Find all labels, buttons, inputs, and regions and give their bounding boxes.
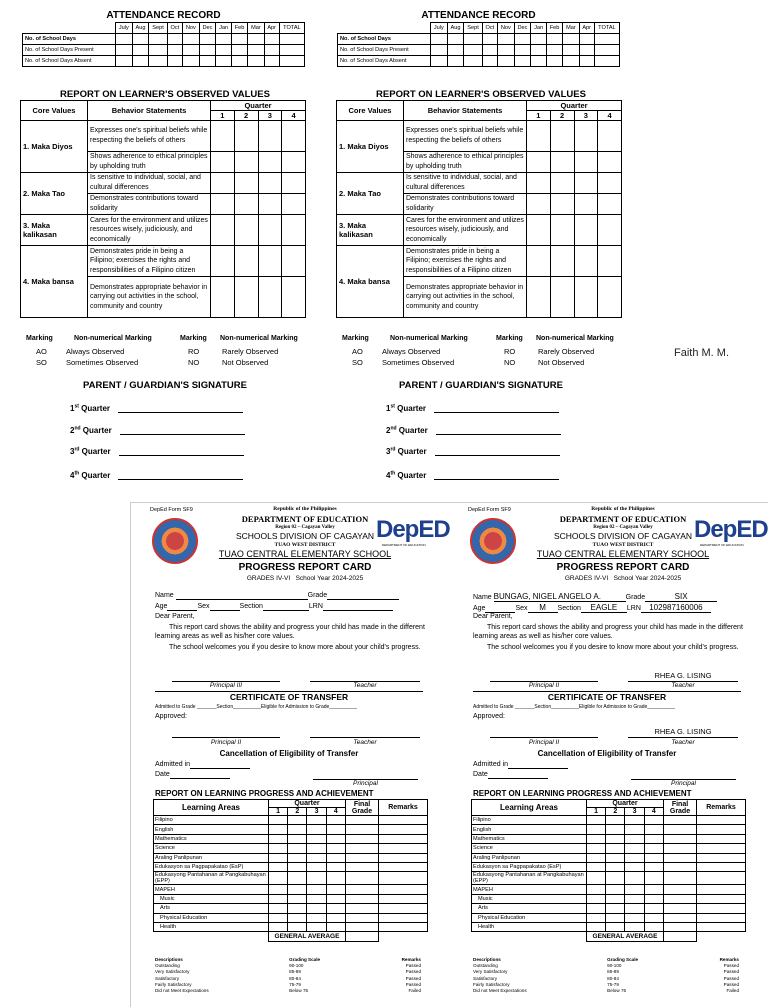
signature-q4-left: 4th Quarter (70, 470, 243, 480)
deped-logo: DepED (694, 516, 768, 543)
values-title-left: REPORT ON LEARNER'S OBSERVED VALUES (60, 89, 270, 100)
report-card-left: DepEd Form SF9 Republic of the Philippines DEPARTMENT OF EDUCATION Region 02 – Cagayan Valley SCHOOLS DIVISION OF CAGAYAN TUAO WEST DISTRICT TUAO CENTRAL ELEMENTARY SCHOOL PROGRESS REPORT CARD GRADES IV-VI School Year 2024-2025 DepED DEPARTMENT OF EDUCATION Name Grade Age Sex Section LRN Dear Parent, This report card shows the ability and progress your child has made in the different learning areas as well as his/her core values. The school welcomes you if you desire to know more about your child's progress. Principal III Teacher CERTIFICATE OF TRANSFER Admitted to Grade _______Section__________Eligible for Admission to Grade__________ Approved: Principal II Teacher Cancellation of Eligibility of Transfer Admitted in Date Principal REPORT ON LEARNING PROGRESS AND ACHIEVEMENT Learning Areas Quarter Final Grade Remarks 1 2 3 4 Filipino English Mathematics Science Araling Panlipunan Edukasyon sa Pagpapakatao (EsP) Edukasyong Pantahanan at Pangkabuhayan (EPP) MAPEH Music Arts Physical Education Health GENERAL AVERAGE Descriptions Grading Scale Remarks Outstanding 90-100 Passed Very Satisfactory 85-89 Passed Satisfactory 80-84 Passed Fairly Satisfactory 75-79 Passed Did not Meet Expectations Below 75 Failed (150, 506, 450, 994)
values-table-left: Core Values Behavior Statements Quarter 1 2 3 4 1. Maka Diyos Expresses one's spiritual beliefs while respecting the beliefs of others Shows adherence to ethical principles by upholding truth 2. Maka Tao Is sensitive to individual, social, and cultural differences Demonstrates contributions toward solidarity 3. Maka kalikasan Cares for the environment and utilizes resources wisely, judiciously, and economically 4. Maka bansa Demonstrates pride in being a Filipino; exercises the rights and responsibilities of a Filipino citizen Demonstrates appropriate behavior in carrying out activities in the school, community and country (20, 100, 306, 318)
school-seal-icon (470, 518, 516, 564)
signature-q3-right: 3rd Quarter (386, 446, 560, 456)
learning-progress-table-left: Learning Areas Quarter Final Grade Remarks 1 2 3 4 Filipino English Mathematics Science Araling Panlipunan Edukasyon sa Pagpapakatao (EsP) Edukasyong Pantahanan at Pangkabuhayan (EPP) MAPEH Music Arts Physical Education Health GENERAL AVERAGE (153, 799, 428, 942)
deped-logo: DepED (376, 516, 450, 543)
attendance-table-right: July Aug Sept Oct Nov Dec Jan Feb Mar Apr TOTAL No. of School Days No. of School Days Present No. of School Days Absent (337, 22, 620, 67)
signature-q1-left: 1st Quarter (70, 403, 243, 413)
grading-scale-left: Descriptions Grading Scale Remarks Outstanding 90-100 Passed Very Satisfactory 85-89 Passed Satisfactory 80-84 Passed Fairly Satisfactory 75-79 Passed Did not Meet Expectations Below 75 Failed (155, 957, 421, 994)
signature-title-left: PARENT / GUARDIAN'S SIGNATURE (83, 380, 247, 391)
attendance-table-left: July Aug Sept Oct Nov Dec Jan Feb Mar Apr TOTAL No. of School Days No. of School Days Present No. of School Days Absent (22, 22, 305, 67)
signature-q2-left: 2nd Quarter (70, 425, 245, 435)
values-table-right: Core Values Behavior Statements Quarter 1 2 3 4 1. Maka Diyos Expresses one's spiritual beliefs while respecting the beliefs of others Shows adherence to ethical principles by upholding truth 2. Maka Tao Is sensitive to individual, social, and cultural differences Demonstrates contributions toward solidarity 3. Maka kalikasan Cares for the environment and utilizes resources wisely, judiciously, and economically 4. Maka bansa Demonstrates pride in being a Filipino; exercises the rights and responsibilities of a Filipino citizen Demonstrates appropriate behavior in carrying out activities in the school, community and country (336, 100, 622, 318)
signature-q2-right: 2nd Quarter (386, 425, 561, 435)
attendance-title-right: ATTENDANCE RECORD (421, 10, 536, 21)
grading-scale-right: Descriptions Grading Scale Remarks Outstanding 90-100 Passed Very Satisfactory 85-89 Passed Satisfactory 80-84 Passed Fairly Satisfactory 75-79 Passed Did not Meet Expectations Below 75 Failed (473, 957, 739, 994)
school-seal-icon (152, 518, 198, 564)
signature-q4-right: 4th Quarter (386, 470, 559, 480)
attendance-title-left: ATTENDANCE RECORD (106, 10, 221, 21)
signature-q1-right: 1st Quarter (386, 403, 559, 413)
form-label: DepEd Form SF9 (150, 507, 193, 513)
side-note: Faith M. M. (674, 347, 730, 359)
learning-progress-table-right: Learning Areas Quarter Final Grade Remarks 1 2 3 4 Filipino English Mathematics Science Araling Panlipunan Edukasyon sa Pagpapakatao (EsP) Edukasyong Pantahanan at Pangkabuhayan (EPP) MAPEH Music Arts Physical Education Health GENERAL AVERAGE (471, 799, 746, 942)
report-card-right: DepEd Form SF9 Republic of the Philippines DEPARTMENT OF EDUCATION Region 02 – Cagayan Valley SCHOOLS DIVISION OF CAGAYAN TUAO WEST DISTRICT TUAO CENTRAL ELEMENTARY SCHOOL PROGRESS REPORT CARD GRADES IV-VI School Year 2024-2025 DepED DEPARTMENT OF EDUCATION Name BUNGAG, NIGEL ANGELO A. Grade SIX Age Sex M Section EAGLE LRN 102987160006 Dear Parent, This report card shows the ability and progress your child has made in the different learning areas as well as his/her core values. The school welcomes you if you desire to know more about your child's progress. RHEA G. LISING Principal II Teacher CERTIFICATE OF TRANSFER Admitted to Grade _______Section__________Eligible for Admission to Grade__________ Approved: RHEA G. LISING Principal II Teacher Cancellation of Eligibility of Transfer Admitted in Date Principal REPORT ON LEARNING PROGRESS AND ACHIEVEMENT Learning Areas Quarter Final Grade Remarks 1 2 3 4 Filipino English Mathematics Science Araling Panlipunan Edukasyon sa Pagpapakatao (EsP) Edukasyong Pantahanan at Pangkabuhayan (EPP) MAPEH Music Arts Physical Education Health GENERAL AVERAGE Descriptions Grading Scale Remarks Outstanding 90-100 Passed Very Satisfactory 85-89 Passed Satisfactory 80-84 Passed Fairly Satisfactory 75-79 Passed Did not Meet Expectations Below 75 Failed (468, 506, 768, 994)
signature-q3-left: 3rd Quarter (70, 446, 244, 456)
values-title-right: REPORT ON LEARNER'S OBSERVED VALUES (376, 89, 586, 100)
signature-title-right: PARENT / GUARDIAN'S SIGNATURE (399, 380, 563, 391)
